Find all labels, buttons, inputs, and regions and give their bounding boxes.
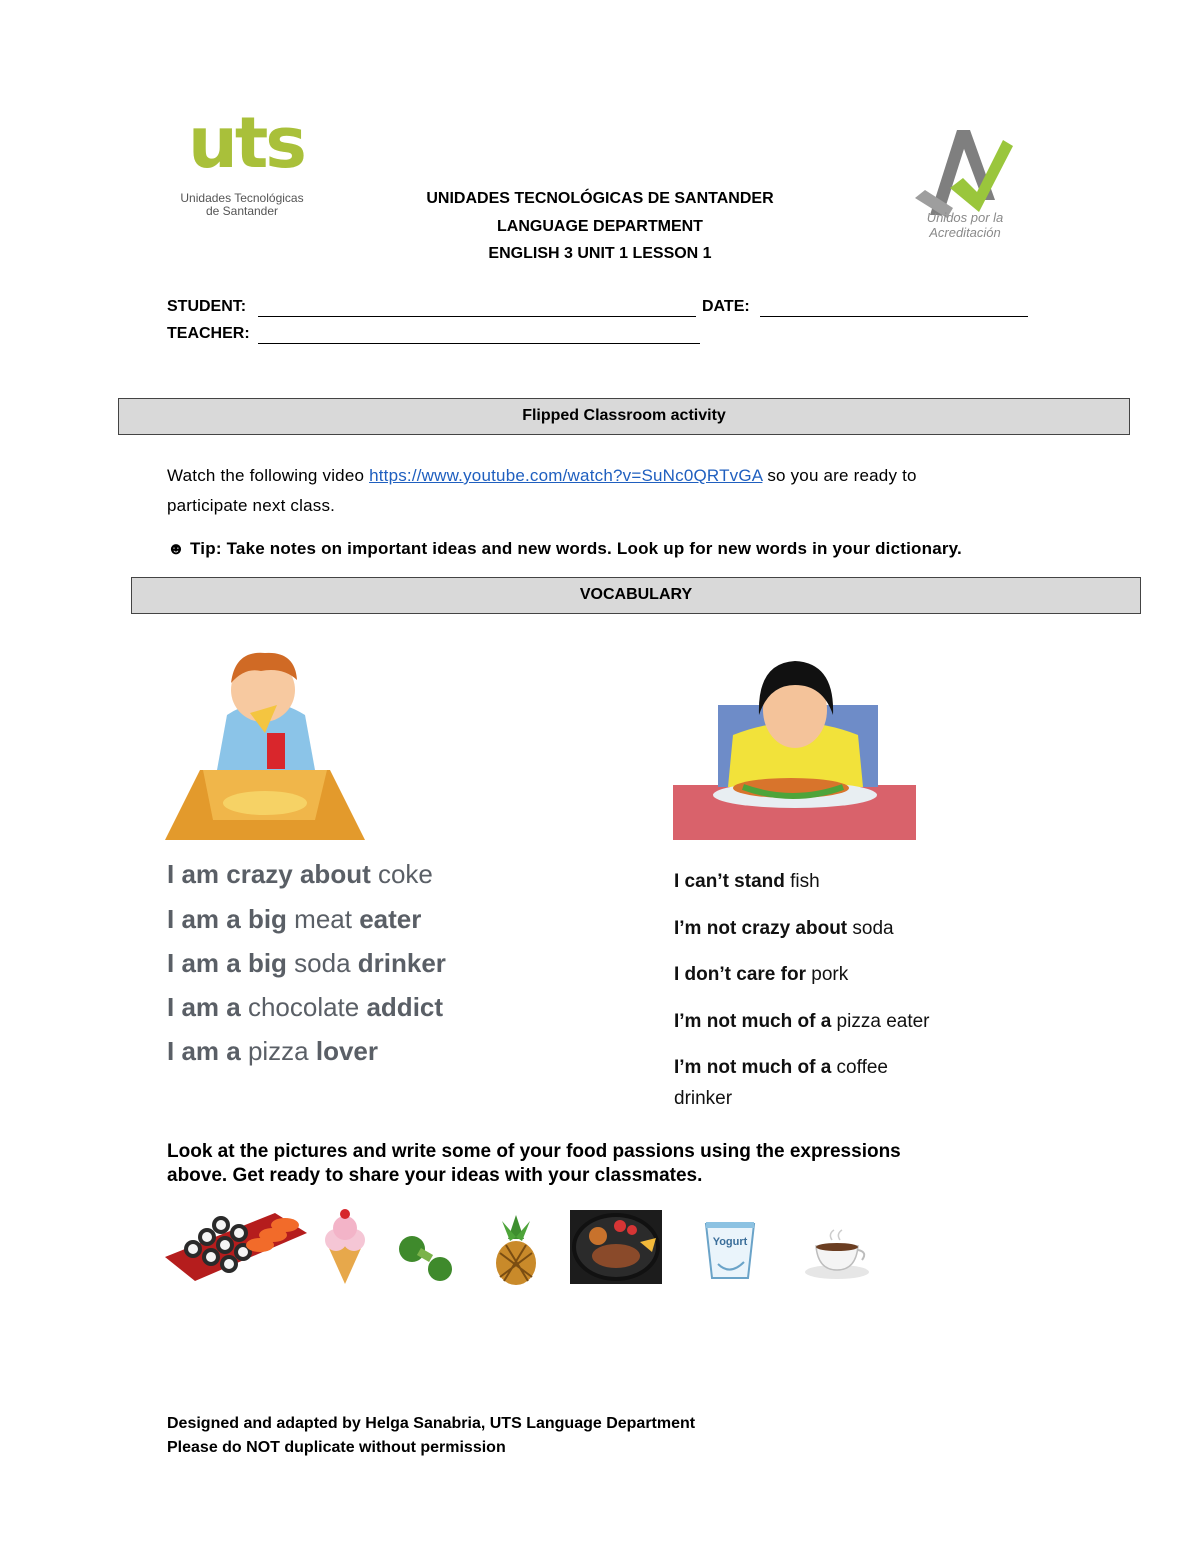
boy-eating-pizza-icon xyxy=(165,645,365,843)
dislike-phrase-5: I’m not much of a coffee xyxy=(674,1057,888,1078)
student-label: STUDENT: xyxy=(167,298,247,315)
dislike-phrase-3: I don’t care for pork xyxy=(674,964,849,985)
uts-logo-sub-line1: Unidades Tecnológicas xyxy=(180,191,304,205)
date-field[interactable] xyxy=(760,316,1028,317)
girl-disliking-fish-icon xyxy=(673,655,916,840)
like-phrase-4: I am a chocolate addict xyxy=(167,992,444,1022)
sushi-icon xyxy=(165,1205,307,1283)
activity-instruction xyxy=(167,1140,1067,1188)
coffee-cup-icon xyxy=(802,1228,872,1280)
dislike-phrase-5-cont: drinker xyxy=(674,1088,733,1109)
department-name: LANGUAGE DEPARTMENT xyxy=(497,218,703,235)
uts-logo-word: uts xyxy=(188,102,304,184)
video-instruction-start: Watch the following video xyxy=(167,466,370,485)
like-phrase-2: I am a big meat eater xyxy=(167,904,422,934)
teacher-field[interactable] xyxy=(258,343,700,344)
date-label: DATE: xyxy=(702,298,750,315)
pineapple-icon xyxy=(488,1215,544,1285)
smiley-icon: ☻ xyxy=(167,539,186,558)
dislike-phrase-1: I can’t stand fish xyxy=(674,871,820,892)
vocabulary-banner: VOCABULARY xyxy=(131,577,1141,614)
broccoli-icon xyxy=(396,1233,460,1283)
tip-text: Tip: Take notes on important ideas and new words. Look up for new words in your dictionary. xyxy=(190,539,962,558)
dislike-phrase-2: I’m not crazy about soda xyxy=(674,918,894,939)
accreditation-logo-text: Unidos por la Acreditación xyxy=(926,210,1004,240)
uts-logo-sub-line2: de Santander xyxy=(205,204,279,218)
footer-copyright: Please do NOT duplicate without permission xyxy=(167,1439,506,1456)
flipped-classroom-banner: Flipped Classroom activity xyxy=(118,398,1130,435)
teacher-label: TEACHER: xyxy=(167,325,250,342)
dislike-phrase-4: I’m not much of a pizza eater xyxy=(674,1011,930,1032)
steak-plate-icon xyxy=(570,1210,662,1284)
yogurt-icon xyxy=(704,1220,756,1280)
like-phrase-5: I am a pizza lover xyxy=(167,1036,379,1066)
video-instruction xyxy=(167,466,1067,486)
activity-instruction-line1: Look at the pictures and write some of your food passions using the expressions xyxy=(167,1141,901,1162)
tip-line xyxy=(167,539,962,559)
video-instruction-line2: participate next class. xyxy=(167,496,336,515)
like-phrase-1: I am crazy about coke xyxy=(167,859,433,889)
ice-cream-icon xyxy=(320,1208,370,1284)
uts-logo-subtitle xyxy=(172,192,312,218)
activity-instruction-line2: above. Get ready to share your ideas with your classmates. xyxy=(167,1165,703,1186)
yogurt-label: Yogurt xyxy=(712,1236,748,1248)
like-phrase-3: I am a big soda drinker xyxy=(167,948,446,978)
course-lesson: ENGLISH 3 UNIT 1 LESSON 1 xyxy=(488,245,712,262)
video-link[interactable]: https://www.youtube.com/watch?v=SuNc0QRTvGA xyxy=(369,466,763,485)
footer-credit: Designed and adapted by Helga Sanabria, UTS Language Department xyxy=(167,1415,696,1432)
institution-name: UNIDADES TECNOLÓGICAS DE SANTANDER xyxy=(426,190,774,207)
student-field[interactable] xyxy=(258,316,696,317)
video-instruction-end: so you are ready to xyxy=(762,466,917,485)
